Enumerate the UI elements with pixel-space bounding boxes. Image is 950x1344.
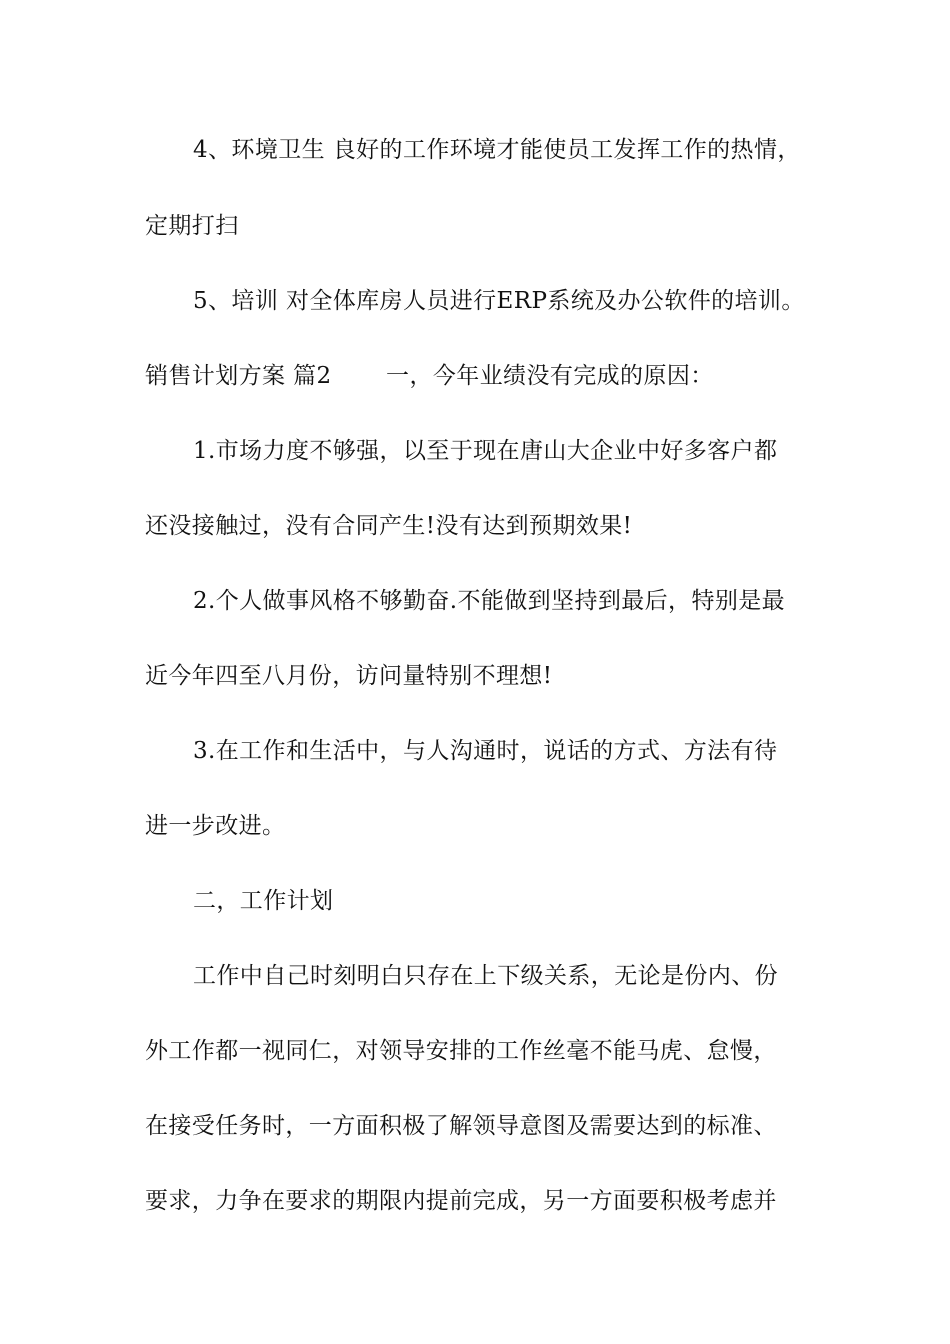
text-line-8: 近今年四至八月份，访问量特别不理想! [145, 663, 553, 689]
text-line-9: 3.在工作和生活中，与人沟通时，说话的方式、方法有待 [193, 738, 778, 764]
text-line-13: 外工作都一视同仁，对领导安排的工作丝毫不能马虎、怠慢， [145, 1038, 777, 1064]
text-line-1: 4、环境卫生 良好的工作环境才能使员工发挥工作的热情， [193, 137, 801, 163]
text-line-14: 在接受任务时，一方面积极了解领导意图及需要达到的标准、 [145, 1113, 777, 1139]
subheading-work-plan: 二，工作计划 [193, 888, 334, 914]
text-line-2: 定期打扫 [145, 213, 239, 239]
text-line-12: 工作中自己时刻明白只存在上下级关系，无论是份内、份 [193, 963, 778, 989]
text-line-3: 5、培训 对全体库房人员进行ERP系统及办公软件的培训。 [193, 288, 805, 314]
text-line-15: 要求，力争在要求的期限内提前完成，另一方面要积极考虑并 [145, 1188, 777, 1214]
text-line-5: 1.市场力度不够强，以至于现在唐山大企业中好多客户都 [193, 438, 778, 464]
text-line-6: 还没接触过，没有合同产生!没有达到预期效果! [145, 513, 633, 539]
section-heading-line: 销售计划方案 篇2 一，今年业绩没有完成的原因： [145, 363, 714, 389]
text-line-10: 进一步改进。 [145, 813, 286, 839]
text-line-7: 2.个人做事风格不够勤奋.不能做到坚持到最后，特别是最 [193, 588, 786, 614]
